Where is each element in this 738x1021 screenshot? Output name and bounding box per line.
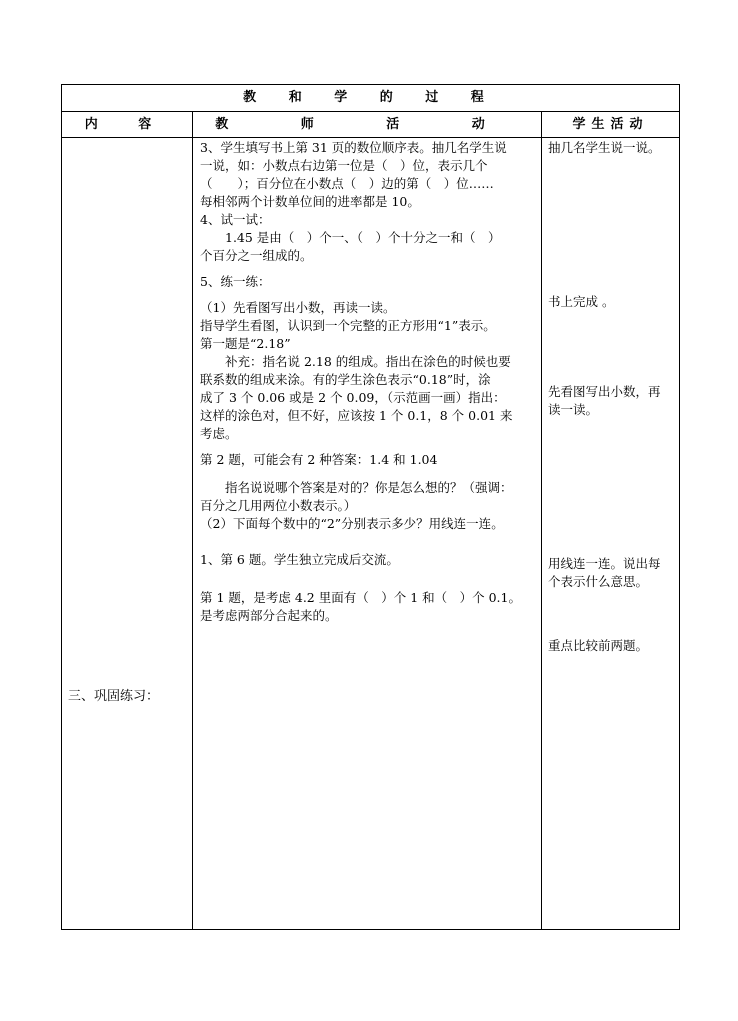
teacher-line: 5、练一练： xyxy=(200,274,271,289)
column-divider-1 xyxy=(192,112,193,929)
teacher-line: 补充：指名说 2.18 的组成。指出在涂色的时候也要 xyxy=(200,354,511,369)
student-line: 用线连一连。说出每 xyxy=(548,556,661,571)
header-content: 内 容 xyxy=(84,117,170,132)
lesson-table xyxy=(61,84,680,930)
teacher-line: 第一题是“2.18” xyxy=(200,336,291,351)
teacher-line: 联系数的组成来涂。有的学生涂色表示“0.18”时，涂 xyxy=(200,372,491,387)
student-line: 个表示什么意思。 xyxy=(548,574,649,589)
teacher-line: 1.45 是由（ ）个一、（ ）个十分之一和（ ） xyxy=(200,230,501,245)
teacher-line: 考虑。 xyxy=(200,426,238,441)
teacher-line: 第 1 题，是考虑 4.2 里面有（ ）个 1 和（ ）个 0.1。 xyxy=(200,590,521,605)
teacher-line: （ ）；百分位在小数点（ ）边的第（ ）位…… xyxy=(200,176,494,191)
student-line: 书上完成 。 xyxy=(548,294,615,309)
teacher-line: 1、第 6 题。学生独立完成后交流。 xyxy=(200,552,399,567)
teacher-activity-cell xyxy=(200,139,540,625)
teacher-line: 一说，如：小数点右边第一位是（ ）位，表示几个 xyxy=(200,158,488,173)
content-cell xyxy=(68,685,188,704)
student-line: 重点比较前两题。 xyxy=(548,638,649,653)
teacher-line: 成了 3 个 0.06 或是 2 个 0.09，（示范画一画）指出： xyxy=(200,390,506,405)
student-activity-cell xyxy=(548,139,676,655)
table-title: 教 和 学 的 过 程 xyxy=(62,85,679,112)
teacher-line: 第 2 题，可能会有 2 种答案：1.4 和 1.04 xyxy=(200,452,438,467)
teacher-line: （1）先看图写出小数，再读一读。 xyxy=(200,300,396,315)
header-student-activity: 学生活动 xyxy=(572,117,649,132)
teacher-line: 个百分之一组成的。 xyxy=(200,248,313,263)
teacher-line: （2）下面每个数中的“2”分别表示多少？用线连一连。 xyxy=(200,516,504,531)
teacher-line: 3、学生填写书上第 31 页的数位顺序表。抽几名学生说 xyxy=(200,140,507,155)
teacher-line: 这样的涂色对，但不好，应该按 1 个 0.1，8 个 0.01 来 xyxy=(200,408,513,423)
student-line: 抽几名学生说一说。 xyxy=(548,140,661,155)
teacher-line: 百分之几用两位小数表示。） xyxy=(200,498,357,513)
teacher-line: 每相邻两个计数单位间的进率都是 10。 xyxy=(200,194,420,209)
section-label: 三、巩固练习： xyxy=(68,689,160,704)
table-header-row xyxy=(62,112,679,138)
column-divider-2 xyxy=(541,112,542,929)
teacher-line: 4、试一试： xyxy=(200,212,271,227)
teacher-line: 指名说说哪个答案是对的？你是怎么想的？（强调： xyxy=(200,480,513,495)
student-line: 先看图写出小数，再 xyxy=(548,384,661,399)
header-teacher-activity: 教 师 活 动 xyxy=(215,117,519,132)
teacher-line: 指导学生看图，认识到一个完整的正方形用“1”表示。 xyxy=(200,318,496,333)
teacher-line: 是考虑两部分合起来的。 xyxy=(200,608,338,623)
student-line: 读一读。 xyxy=(548,402,599,417)
